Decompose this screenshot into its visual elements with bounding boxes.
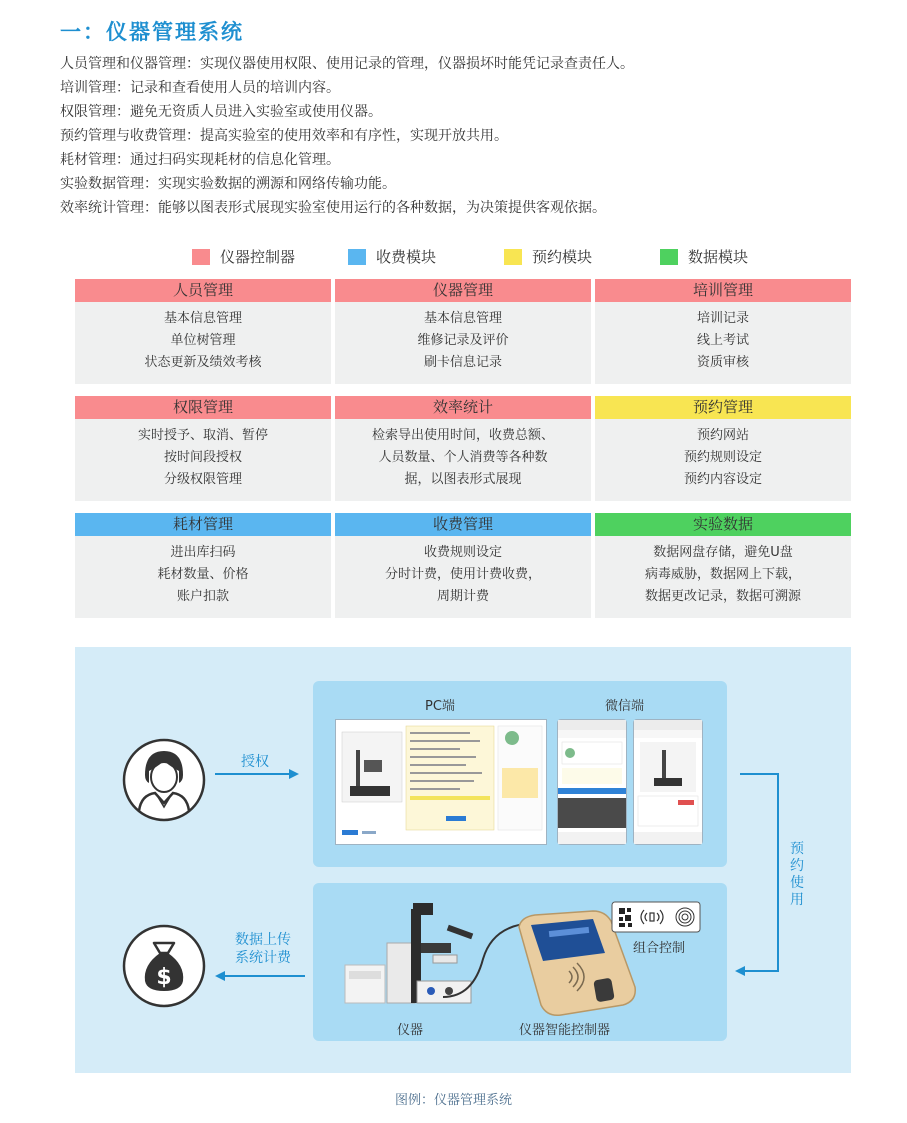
instrument-label: 仪器 [397,1023,424,1038]
legend-label: 预约模块 [532,248,593,266]
module-card-body [335,302,591,374]
module-card-line: 基本信息管理 [163,311,242,326]
phone-screen-illustration-icon [558,720,626,844]
module-card [75,396,331,501]
module-card [335,396,591,501]
legend-swatch [192,249,210,265]
legend-item [348,246,504,267]
module-card-line: 预约内容设定 [683,472,762,487]
module-card-body [75,302,331,374]
authorize-label: 授权 [241,754,269,770]
module-card-body [75,419,331,491]
module-card-title: 仪器管理 [335,279,591,302]
legend-label: 数据模块 [688,248,749,266]
upload-label-line: 数据上传 [235,932,291,948]
legend-label: 仪器控制器 [220,248,296,266]
module-card-line: 据，以图表形式展现 [404,472,522,487]
page-title: 一：仪器管理系统 [60,20,244,44]
wechat-phone-left [557,719,627,845]
module-row [75,396,851,501]
user-avatar-icon [121,737,207,823]
module-card-line: 线上考试 [696,333,749,348]
module-card-line: 预约网站 [696,428,749,443]
intro-line: 培训管理：记录和查看使用人员的培训内容。 [60,80,340,96]
module-card [75,279,331,384]
pc-label: PC端 [425,699,455,714]
intro-line: 效率统计管理：能够以图表形式展现实验室使用运行的各种数据，为决策提供客观依据。 [60,200,606,216]
module-card-line: 进出库扫码 [170,545,236,560]
module-card-body [595,302,851,374]
module-card-line: 分时计费，使用计费收费， [384,567,541,582]
svg-text:$: $ [156,965,172,990]
phone-screen-illustration-icon [634,720,702,844]
intro-line: 耗材管理：通过扫码实现耗材的信息化管理。 [60,152,340,168]
module-row [75,513,851,618]
module-row [75,279,851,384]
upload-arrow-icon [215,969,305,983]
legend-item [504,246,660,267]
module-card-title: 人员管理 [75,279,331,302]
module-card-title: 实验数据 [595,513,851,536]
module-card-body [75,536,331,608]
intro-line: 实验数据管理：实现实验数据的溯源和网络传输功能。 [60,176,396,192]
module-card [75,513,331,618]
module-card-line: 刷卡信息记录 [423,355,502,370]
pc-screenshot [335,719,547,845]
module-card-line: 数据更改记录，数据可溯源 [644,589,801,604]
module-card-line: 按时间段授权 [163,450,242,465]
pc-screen-illustration-icon [336,720,546,844]
module-card-title: 预约管理 [595,396,851,419]
module-card [595,279,851,384]
module-card-line: 基本信息管理 [423,311,502,326]
module-card-body [335,536,591,608]
module-card-line: 分级权限管理 [163,472,242,487]
module-card-title: 收费管理 [335,513,591,536]
system-diagram [75,647,851,1073]
module-card-line: 收费规则设定 [423,545,502,560]
legend-swatch [660,249,678,265]
module-card-line: 单位树管理 [170,333,236,348]
module-card-title: 效率统计 [335,396,591,419]
authorize-arrow-icon [215,767,299,781]
wechat-label: 微信端 [605,699,645,714]
module-card-line: 数据网盘存储，避免U盘 [653,545,793,560]
module-card-line: 耗材数量、价格 [157,567,249,582]
upload-label [225,931,301,967]
module-card-body [595,536,851,608]
module-card-line: 状态更新及绩效考核 [144,355,262,370]
legend-label: 收费模块 [376,248,437,266]
intro-line: 预约管理与收费管理：提高实验室的使用效率和有序性，实现开放共用。 [60,128,508,144]
module-card-line: 人员数量、个人消费等各种数 [378,450,548,465]
module-card-title: 耗材管理 [75,513,331,536]
module-card-line: 周期计费 [436,589,489,604]
upload-label-line: 系统计费 [235,950,291,966]
figure-caption: 图例：仪器管理系统 [394,1093,512,1108]
module-card-line: 资质审核 [696,355,749,370]
module-card-body [595,419,851,491]
legend-item [660,246,816,267]
client-panel [313,681,727,867]
legend [192,246,816,267]
module-card-line: 维修记录及评价 [417,333,509,348]
module-card-title: 培训管理 [595,279,851,302]
module-card [335,279,591,384]
module-card-line: 检索导出使用时间，收费总额、 [371,428,554,443]
combo-label: 组合控制 [633,941,686,956]
money-bag-icon [121,923,207,1009]
module-card-line: 预约规则设定 [683,450,762,465]
intro-line: 权限管理：避免无资质人员进入实验室或使用仪器。 [60,104,382,120]
legend-swatch [348,249,366,265]
wechat-phone-right [633,719,703,845]
reserve-bracket-icon [735,767,785,979]
controller-label: 仪器智能控制器 [519,1023,611,1038]
legend-item [192,246,348,267]
combo-control-icon [611,901,701,933]
module-card-line: 病毒威胁，数据网上下载， [644,567,801,582]
module-card-line: 账户扣款 [176,589,229,604]
module-grid [75,279,851,630]
module-card-body [335,419,591,491]
module-card [595,513,851,618]
intro-line: 人员管理和仪器管理：实现仪器使用权限、使用记录的管理，仪器损坏时能凭记录查责任人。 [60,56,634,72]
intro-list [60,52,880,220]
reserve-label: 预约使用 [790,841,804,908]
legend-swatch [504,249,522,265]
module-card-line: 实时授予、取消、暂停 [137,428,268,443]
module-card [595,396,851,501]
hardware-panel [313,883,727,1041]
module-card-title: 权限管理 [75,396,331,419]
module-card-line: 培训记录 [696,311,749,326]
module-card [335,513,591,618]
